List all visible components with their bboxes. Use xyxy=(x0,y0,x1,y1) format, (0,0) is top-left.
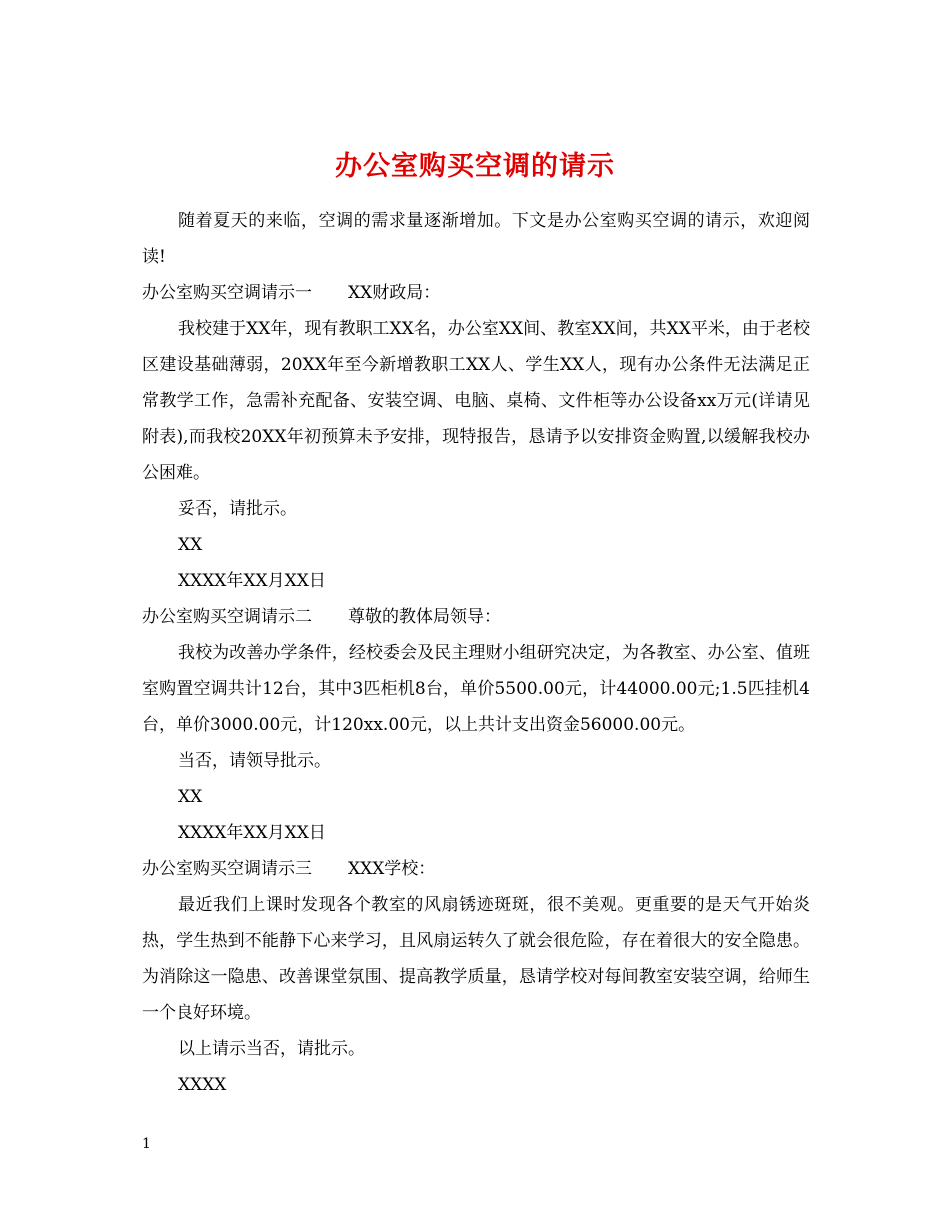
section-2-closing: 当否，请领导批示。 xyxy=(178,751,331,771)
document-body xyxy=(142,203,810,1103)
section-1-signature: XX xyxy=(178,535,203,555)
page-number: 1 xyxy=(142,1136,151,1152)
section-1-date: XXXX年XX月XX日 xyxy=(178,571,326,591)
section-1-body: 我校建于XX年，现有教职工XX名，办公室XX间、教室XX间，共XX平米，由于老校区建设基础薄弱，20XX年至今新增教职工XX人、学生XX人，现有办公条件无法满足正常教学工作，急需补充配备、安装空调、电脑、桌椅、文件柜等办公设备xx万元(详请见附表),而我校20XX年初预算未予安排，现特报告，恳请予以安排资金购置,以缓解我校办公困难。 xyxy=(142,319,810,483)
section-3-signature: XXXX xyxy=(178,1075,227,1095)
section-1-heading-line xyxy=(142,275,810,311)
section-3-heading: 办公室购买空调请示三 xyxy=(142,859,312,879)
section-3-recipient: XXX学校： xyxy=(348,859,436,879)
section-3-body: 最近我们上课时发现各个教室的风扇锈迹斑斑，很不美观。更重要的是天气开始炎热，学生热到不能静下心来学习，且风扇运转久了就会很危险，存在着很大的安全隐患。为消除这一隐患、改善课堂氛围、提高教学质量，恳请学校对每间教室安装空调，给师生一个良好环境。 xyxy=(142,895,810,1023)
section-1-closing: 妥否，请批示。 xyxy=(178,499,297,519)
section-3-heading-line xyxy=(142,851,810,887)
section-1-heading: 办公室购买空调请示一 xyxy=(142,283,312,303)
section-2-heading: 办公室购买空调请示二 xyxy=(142,607,312,627)
section-2-date: XXXX年XX月XX日 xyxy=(178,823,326,843)
section-2-body: 我校为改善办学条件，经校委会及民主理财小组研究决定，为各教室、办公室、值班室购置空调共计12台，其中3匹柜机8台，单价5500.00元，计44000.00元;1.5匹挂机4台，单价3000.00元，计120xx.00元，以上共计支出资金56000.00元。 xyxy=(142,643,810,735)
page-title: 办公室购买空调的请示 xyxy=(335,151,615,183)
section-2-heading-line xyxy=(142,599,810,635)
section-1-recipient: XX财政局： xyxy=(348,283,441,303)
section-3-closing: 以上请示当否，请批示。 xyxy=(178,1039,365,1059)
intro-paragraph: 随着夏天的来临，空调的需求量逐渐增加。下文是办公室购买空调的请示，欢迎阅读! xyxy=(142,211,810,267)
section-2-signature: XX xyxy=(178,787,203,807)
section-2-recipient: 尊敬的教体局领导： xyxy=(348,607,501,627)
